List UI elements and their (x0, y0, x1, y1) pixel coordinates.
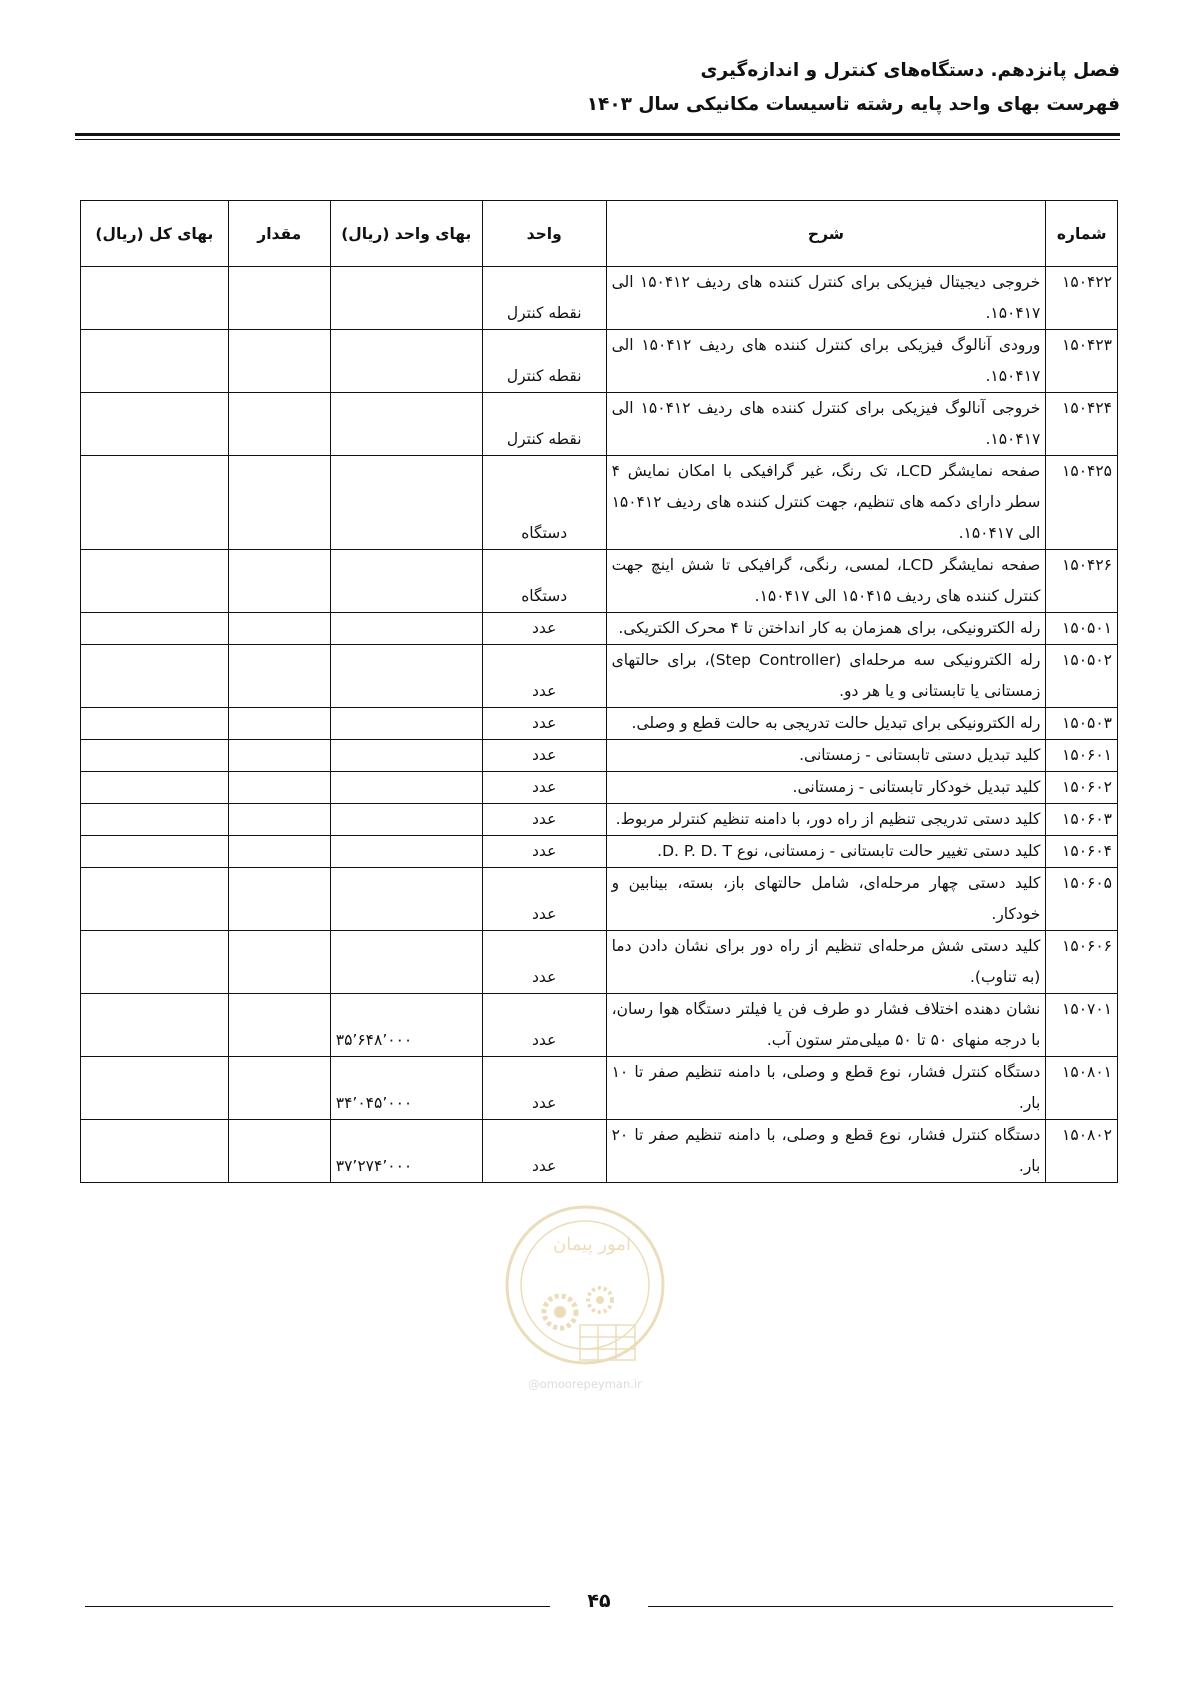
header-rule-thick (75, 133, 1120, 136)
row-total-price (81, 645, 229, 708)
row-total-price (81, 708, 229, 740)
row-quantity (228, 1057, 330, 1120)
row-quantity (228, 330, 330, 393)
row-unit-price: ۳۷٬۲۷۴٬۰۰۰ (330, 1120, 482, 1183)
row-quantity (228, 740, 330, 772)
row-number: ۱۵۰۵۰۱ (1046, 613, 1118, 645)
row-number: ۱۵۰۴۲۴ (1046, 393, 1118, 456)
footer-rule-right (648, 1606, 1113, 1607)
row-description: رله الکترونیکی سه مرحله‌ای (Step Controller)، برای حالتهای زمستانی یا تابستانی و یا هر دو. (606, 645, 1046, 708)
row-unit-price (330, 772, 482, 804)
page-number: ۴۵ (587, 1590, 611, 1612)
row-unit-price (330, 740, 482, 772)
row-number: ۱۵۰۴۲۳ (1046, 330, 1118, 393)
row-quantity (228, 550, 330, 613)
row-quantity (228, 772, 330, 804)
row-unit: دستگاه (482, 550, 606, 613)
row-quantity (228, 708, 330, 740)
footer-rule-left (85, 1606, 550, 1607)
row-unit: عدد (482, 613, 606, 645)
row-unit: عدد (482, 1120, 606, 1183)
row-unit: عدد (482, 1057, 606, 1120)
row-unit-price: ۳۵٬۶۴۸٬۰۰۰ (330, 994, 482, 1057)
row-description: دستگاه کنترل فشار، نوع قطع و وصلی، با دامنه تنظیم صفر تا ۱۰ بار. (606, 1057, 1046, 1120)
row-number: ۱۵۰۷۰۱ (1046, 994, 1118, 1057)
row-number: ۱۵۰۶۰۴ (1046, 836, 1118, 868)
price-list-subtitle: فهرست بهای واحد پایه رشته تاسیسات مکانیکی سال ۱۴۰۳ (586, 94, 1120, 115)
row-unit: عدد (482, 836, 606, 868)
row-quantity (228, 267, 330, 330)
row-unit-price (330, 836, 482, 868)
row-number: ۱۵۰۶۰۱ (1046, 740, 1118, 772)
row-unit: عدد (482, 931, 606, 994)
row-number: ۱۵۰۸۰۲ (1046, 1120, 1118, 1183)
table-row (81, 550, 1118, 613)
row-unit: نقطه کنترل (482, 330, 606, 393)
row-unit-price (330, 267, 482, 330)
col-header-total-price: بهای کل (ریال) (81, 201, 229, 267)
table-row (81, 1057, 1118, 1120)
row-description: رله الکترونیکی برای تبدیل حالت تدریجی به حالت قطع و وصلی. (606, 708, 1046, 740)
table-row (81, 994, 1118, 1057)
row-description: کلید دستی شش مرحله‌ای تنظیم از راه دور برای نشان دادن دما (به تناوب). (606, 931, 1046, 994)
table-row (81, 613, 1118, 645)
table-row (81, 740, 1118, 772)
col-header-number: شماره (1046, 201, 1118, 267)
table-body (81, 267, 1118, 1183)
row-unit-price (330, 931, 482, 994)
row-description: کلید تبدیل دستی تابستانی - زمستانی. (606, 740, 1046, 772)
row-description: صفحه نمایشگر LCD، تک رنگ، غیر گرافیکی با امکان نمایش ۴ سطر دارای دکمه های تنظیم، جهت کنترل کننده های ردیف ۱۵۰۴۱۲ الی ۱۵۰۴۱۷. (606, 456, 1046, 550)
row-total-price (81, 836, 229, 868)
row-unit-price: ۳۴٬۰۴۵٬۰۰۰ (330, 1057, 482, 1120)
table-row (81, 931, 1118, 994)
table-row (81, 456, 1118, 550)
row-unit-price (330, 456, 482, 550)
row-unit: نقطه کنترل (482, 267, 606, 330)
row-total-price (81, 868, 229, 931)
row-unit-price (330, 645, 482, 708)
row-total-price (81, 740, 229, 772)
header-rule-thin (75, 139, 1120, 140)
row-unit: دستگاه (482, 456, 606, 550)
row-unit: نقطه کنترل (482, 393, 606, 456)
row-description: کلید تبدیل خودکار تابستانی - زمستانی. (606, 772, 1046, 804)
row-number: ۱۵۰۶۰۶ (1046, 931, 1118, 994)
row-quantity (228, 836, 330, 868)
row-unit: عدد (482, 868, 606, 931)
row-unit-price (330, 804, 482, 836)
row-number: ۱۵۰۶۰۳ (1046, 804, 1118, 836)
row-unit-price (330, 550, 482, 613)
row-description: کلید دستی تدریجی تنظیم از راه دور، با دامنه تنظیم کنترلر مربوط. (606, 804, 1046, 836)
table-row (81, 772, 1118, 804)
col-header-description: شرح (606, 201, 1046, 267)
row-number: ۱۵۰۵۰۲ (1046, 645, 1118, 708)
row-unit: عدد (482, 994, 606, 1057)
table-header-row (81, 201, 1118, 267)
table-row (81, 393, 1118, 456)
row-unit-price (330, 613, 482, 645)
row-number: ۱۵۰۴۲۵ (1046, 456, 1118, 550)
row-unit-price (330, 393, 482, 456)
row-unit-price (330, 708, 482, 740)
row-unit: عدد (482, 645, 606, 708)
row-total-price (81, 267, 229, 330)
col-header-quantity: مقدار (228, 201, 330, 267)
row-total-price (81, 613, 229, 645)
table-row (81, 267, 1118, 330)
row-description: خروجی دیجیتال فیزیکی برای کنترل کننده های ردیف ۱۵۰۴۱۲ الی ۱۵۰۴۱۷. (606, 267, 1046, 330)
row-total-price (81, 1120, 229, 1183)
row-unit: عدد (482, 804, 606, 836)
row-total-price (81, 550, 229, 613)
row-quantity (228, 456, 330, 550)
chapter-title: فصل پانزدهم. دستگاه‌های کنترل و اندازه‌گیری (700, 60, 1120, 81)
table-row (81, 708, 1118, 740)
row-description: دستگاه کنترل فشار، نوع قطع و وصلی، با دامنه تنظیم صفر تا ۲۰ بار. (606, 1120, 1046, 1183)
row-unit: عدد (482, 708, 606, 740)
row-number: ۱۵۰۴۲۲ (1046, 267, 1118, 330)
svg-text:@omoorepeyman.ir: @omoorepeyman.ir (528, 1377, 642, 1391)
row-total-price (81, 994, 229, 1057)
row-description: کلید دستی چهار مرحله‌ای، شامل حالتهای باز، بسته، بینابین و خودکار. (606, 868, 1046, 931)
row-description: نشان دهنده اختلاف فشار دو طرف فن یا فیلتر دستگاه هوا رسان، با درجه منهای ۵۰ تا ۵۰ میلی‌متر ستون آب. (606, 994, 1046, 1057)
row-number: ۱۵۰۴۲۶ (1046, 550, 1118, 613)
row-total-price (81, 1057, 229, 1120)
col-header-unit-price: بهای واحد (ریال) (330, 201, 482, 267)
table-row (81, 804, 1118, 836)
row-total-price (81, 456, 229, 550)
row-quantity (228, 931, 330, 994)
row-quantity (228, 804, 330, 836)
row-quantity (228, 868, 330, 931)
row-description: صفحه نمایشگر LCD، لمسی، رنگی، گرافیکی تا شش اینچ جهت کنترل کننده های ردیف ۱۵۰۴۱۵ الی ۱۵۰۴۱۷. (606, 550, 1046, 613)
table-row (81, 836, 1118, 868)
row-unit: عدد (482, 772, 606, 804)
row-unit-price (330, 868, 482, 931)
row-quantity (228, 645, 330, 708)
row-total-price (81, 804, 229, 836)
col-header-unit: واحد (482, 201, 606, 267)
svg-text:امور پیمان: امور پیمان (553, 1234, 631, 1255)
row-number: ۱۵۰۵۰۳ (1046, 708, 1118, 740)
row-quantity (228, 393, 330, 456)
table-row (81, 330, 1118, 393)
row-description: رله الکترونیکی، برای همزمان به کار انداختن تا ۴ محرک الکتریکی. (606, 613, 1046, 645)
page-header (75, 58, 1120, 118)
row-total-price (81, 772, 229, 804)
table-row (81, 868, 1118, 931)
row-description: خروجی آنالوگ فیزیکی برای کنترل کننده های ردیف ۱۵۰۴۱۲ الی ۱۵۰۴۱۷. (606, 393, 1046, 456)
row-quantity (228, 994, 330, 1057)
row-total-price (81, 330, 229, 393)
table-row (81, 1120, 1118, 1183)
row-description: ورودی آنالوگ فیزیکی برای کنترل کننده های ردیف ۱۵۰۴۱۲ الی ۱۵۰۴۱۷. (606, 330, 1046, 393)
row-unit-price (330, 330, 482, 393)
row-unit: عدد (482, 740, 606, 772)
row-description: کلید دستی تغییر حالت تابستانی - زمستانی، نوع D. P. D. T. (606, 836, 1046, 868)
row-number: ۱۵۰۶۰۵ (1046, 868, 1118, 931)
row-total-price (81, 393, 229, 456)
row-number: ۱۵۰۶۰۲ (1046, 772, 1118, 804)
row-quantity (228, 613, 330, 645)
price-table (80, 200, 1118, 1183)
watermark-logo (500, 1200, 670, 1395)
row-number: ۱۵۰۸۰۱ (1046, 1057, 1118, 1120)
table-row (81, 645, 1118, 708)
row-total-price (81, 931, 229, 994)
row-quantity (228, 1120, 330, 1183)
